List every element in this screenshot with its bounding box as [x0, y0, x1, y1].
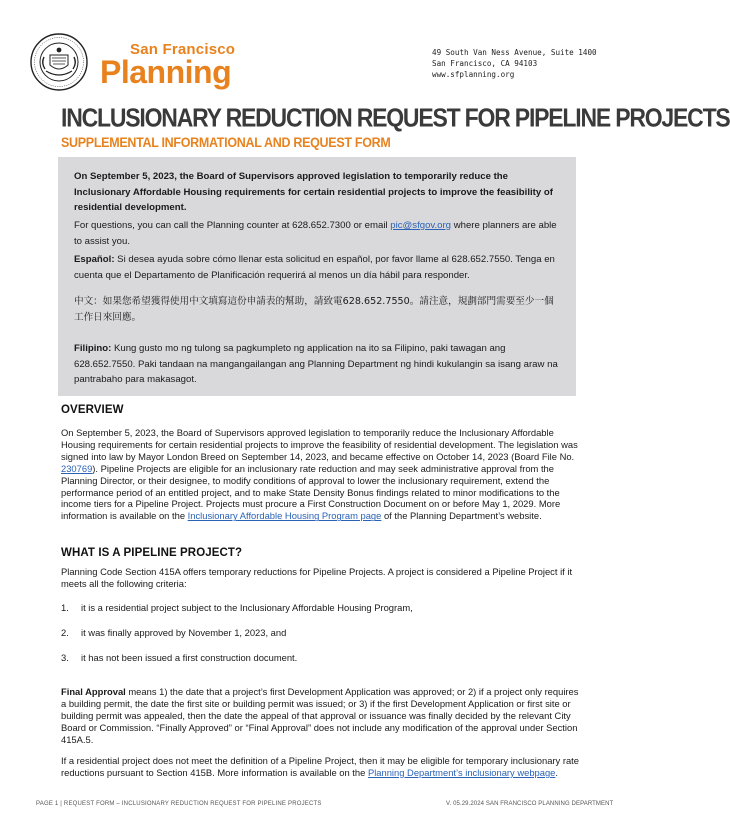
closing-paragraph [61, 755, 581, 779]
brand-logo [100, 41, 236, 90]
board-file-link[interactable]: 230769 [61, 462, 93, 474]
footer-version: V. 05.29.2024 SAN FRANCISCO PLANNING DEPARTMENT [446, 801, 614, 807]
notice-chinese: 中文：如果您希望獲得使用中文填寫這份申請表的幫助，請致電628.652.7550。請注意，規劃部門需要至少一個工作日來回應。 [74, 296, 554, 323]
overview-text-mid: ). Pipeline Projects are eligible for an inclusionary rate reduction and may seek administrative approval from the Planning Director, or their designee, to modify conditions of approval to lower the inclusionary requirement, extend the performance period of an entitled project, and to make State Density Bonus findings related to minor modifications to the income tiers for a Pipeline Project. Projects must procure a First Construction Document on or before May 1, 2029. More information is available on the [61, 462, 561, 522]
overview-heading: OVERVIEW [61, 404, 124, 416]
questions-text: For questions, you can call the Planning counter at 628.652.7300 or email [74, 220, 391, 231]
spanish-text: Si desea ayuda sobre cómo llenar esta solicitud en español, por favor llame al 628.652.7550. Tenga en cuenta que el Departamento de Planificación requerirá al menos un día hábil para responder. [74, 254, 555, 281]
department-address [432, 47, 597, 80]
final-approval-text: means 1) the date that a project’s first Development Application was approved; or 2) if a project only requires a building permit, the date the first site or building permit was issued; or 3) if the first Development Application or first site or building permit was appealed, then the date the appeal of that approval or issuance was finally decided by the relevant City Board or Commission. “Finally Approved” or “Final Approval” does not include any modification of the approval under Section 415A.5. [61, 686, 579, 745]
address-line-3: www.sfplanning.org [432, 70, 515, 79]
notice-box [58, 157, 576, 396]
criteria-text: it has not been issued a first construction document. [81, 652, 298, 663]
closing-text: If a residential project does not meet the definition of a Pipeline Project, then it may be eligible for temporary inclusionary rate reductions pursuant to Section 415B. More information is available on the [61, 755, 579, 778]
criteria-number: 2. [61, 627, 69, 638]
final-approval-paragraph [61, 686, 581, 746]
page-subtitle: SUPPLEMENTAL INFORMATIONAL AND REQUEST FORM [61, 135, 391, 151]
spanish-label: Español: [74, 254, 115, 265]
pipeline-intro: Planning Code Section 415A offers temporary reductions for Pipeline Projects. A project is considered a Pipeline Project if it meets all the following criteria: [61, 566, 573, 589]
footer-page-info: PAGE 1 | REQUEST FORM – INCLUSIONARY REDUCTION REQUEST FOR PIPELINE PROJECTS [36, 801, 322, 807]
criteria-text: it is a residential project subject to the Inclusionary Affordable Housing Program, [81, 602, 413, 613]
questions-text-end: where planners are able to assist you. [74, 220, 557, 247]
final-approval-label: Final Approval [61, 686, 126, 697]
page-title: INCLUSIONARY REDUCTION REQUEST FOR PIPELINE PROJECTS [61, 103, 730, 133]
email-link[interactable]: pic@sfgov.org [390, 220, 452, 231]
brand-top-text: San Francisco [130, 41, 236, 58]
filipino-text: Kung gusto mo ng tulong sa pagkumpleto ng application na ito sa Filipino, paki tawagan ang 628.652.7550. Paki tandaan na mangangailangan ang Planning Department ng hindi kukulangin sa isang araw na pantrabaho para makasagot. [74, 343, 558, 385]
criteria-item-1 [61, 602, 413, 613]
inclusionary-webpage-link[interactable]: Planning Department’s inclusionary webpage [367, 766, 556, 778]
notice-spanish [74, 252, 562, 283]
program-page-link[interactable]: Inclusionary Affordable Housing Program page [187, 510, 382, 522]
address-line-1: 49 South Van Ness Avenue, Suite 1400 [432, 48, 597, 57]
overview-text-end: of the Planning Department’s website. [381, 510, 542, 522]
address-line-2: San Francisco, CA 94103 [432, 59, 538, 68]
filipino-label: Filipino: [74, 343, 112, 354]
city-seal-icon [30, 33, 88, 91]
notice-questions [74, 218, 562, 249]
pipeline-heading: WHAT IS A PIPELINE PROJECT? [61, 547, 243, 559]
criteria-number: 1. [61, 602, 69, 613]
closing-text-end: . [555, 766, 559, 778]
criteria-text: it was finally approved by November 1, 2023, and [81, 627, 287, 638]
brand-main-text: Planning [100, 54, 232, 90]
notice-filipino [74, 341, 562, 388]
criteria-number: 3. [61, 652, 69, 663]
overview-text: On September 5, 2023, the Board of Supervisors approved legislation to temporarily reduce the Inclusionary Affordable Housing requirements for certain residential projects to improve the feasibility of residential development. The legislation was signed into law by Mayor London Breed on September 14, 2023, and became effective on October 14, 2023 (Board File No. [61, 427, 578, 462]
criteria-item-3 [61, 652, 297, 663]
overview-paragraph [61, 427, 581, 522]
criteria-item-2 [61, 627, 286, 638]
notice-lead: On September 5, 2023, the Board of Supervisors approved legislation to temporarily reduce the Inclusionary Affordable Housing requirements for certain residential projects to improve the feasibility of residential development. [74, 171, 553, 213]
